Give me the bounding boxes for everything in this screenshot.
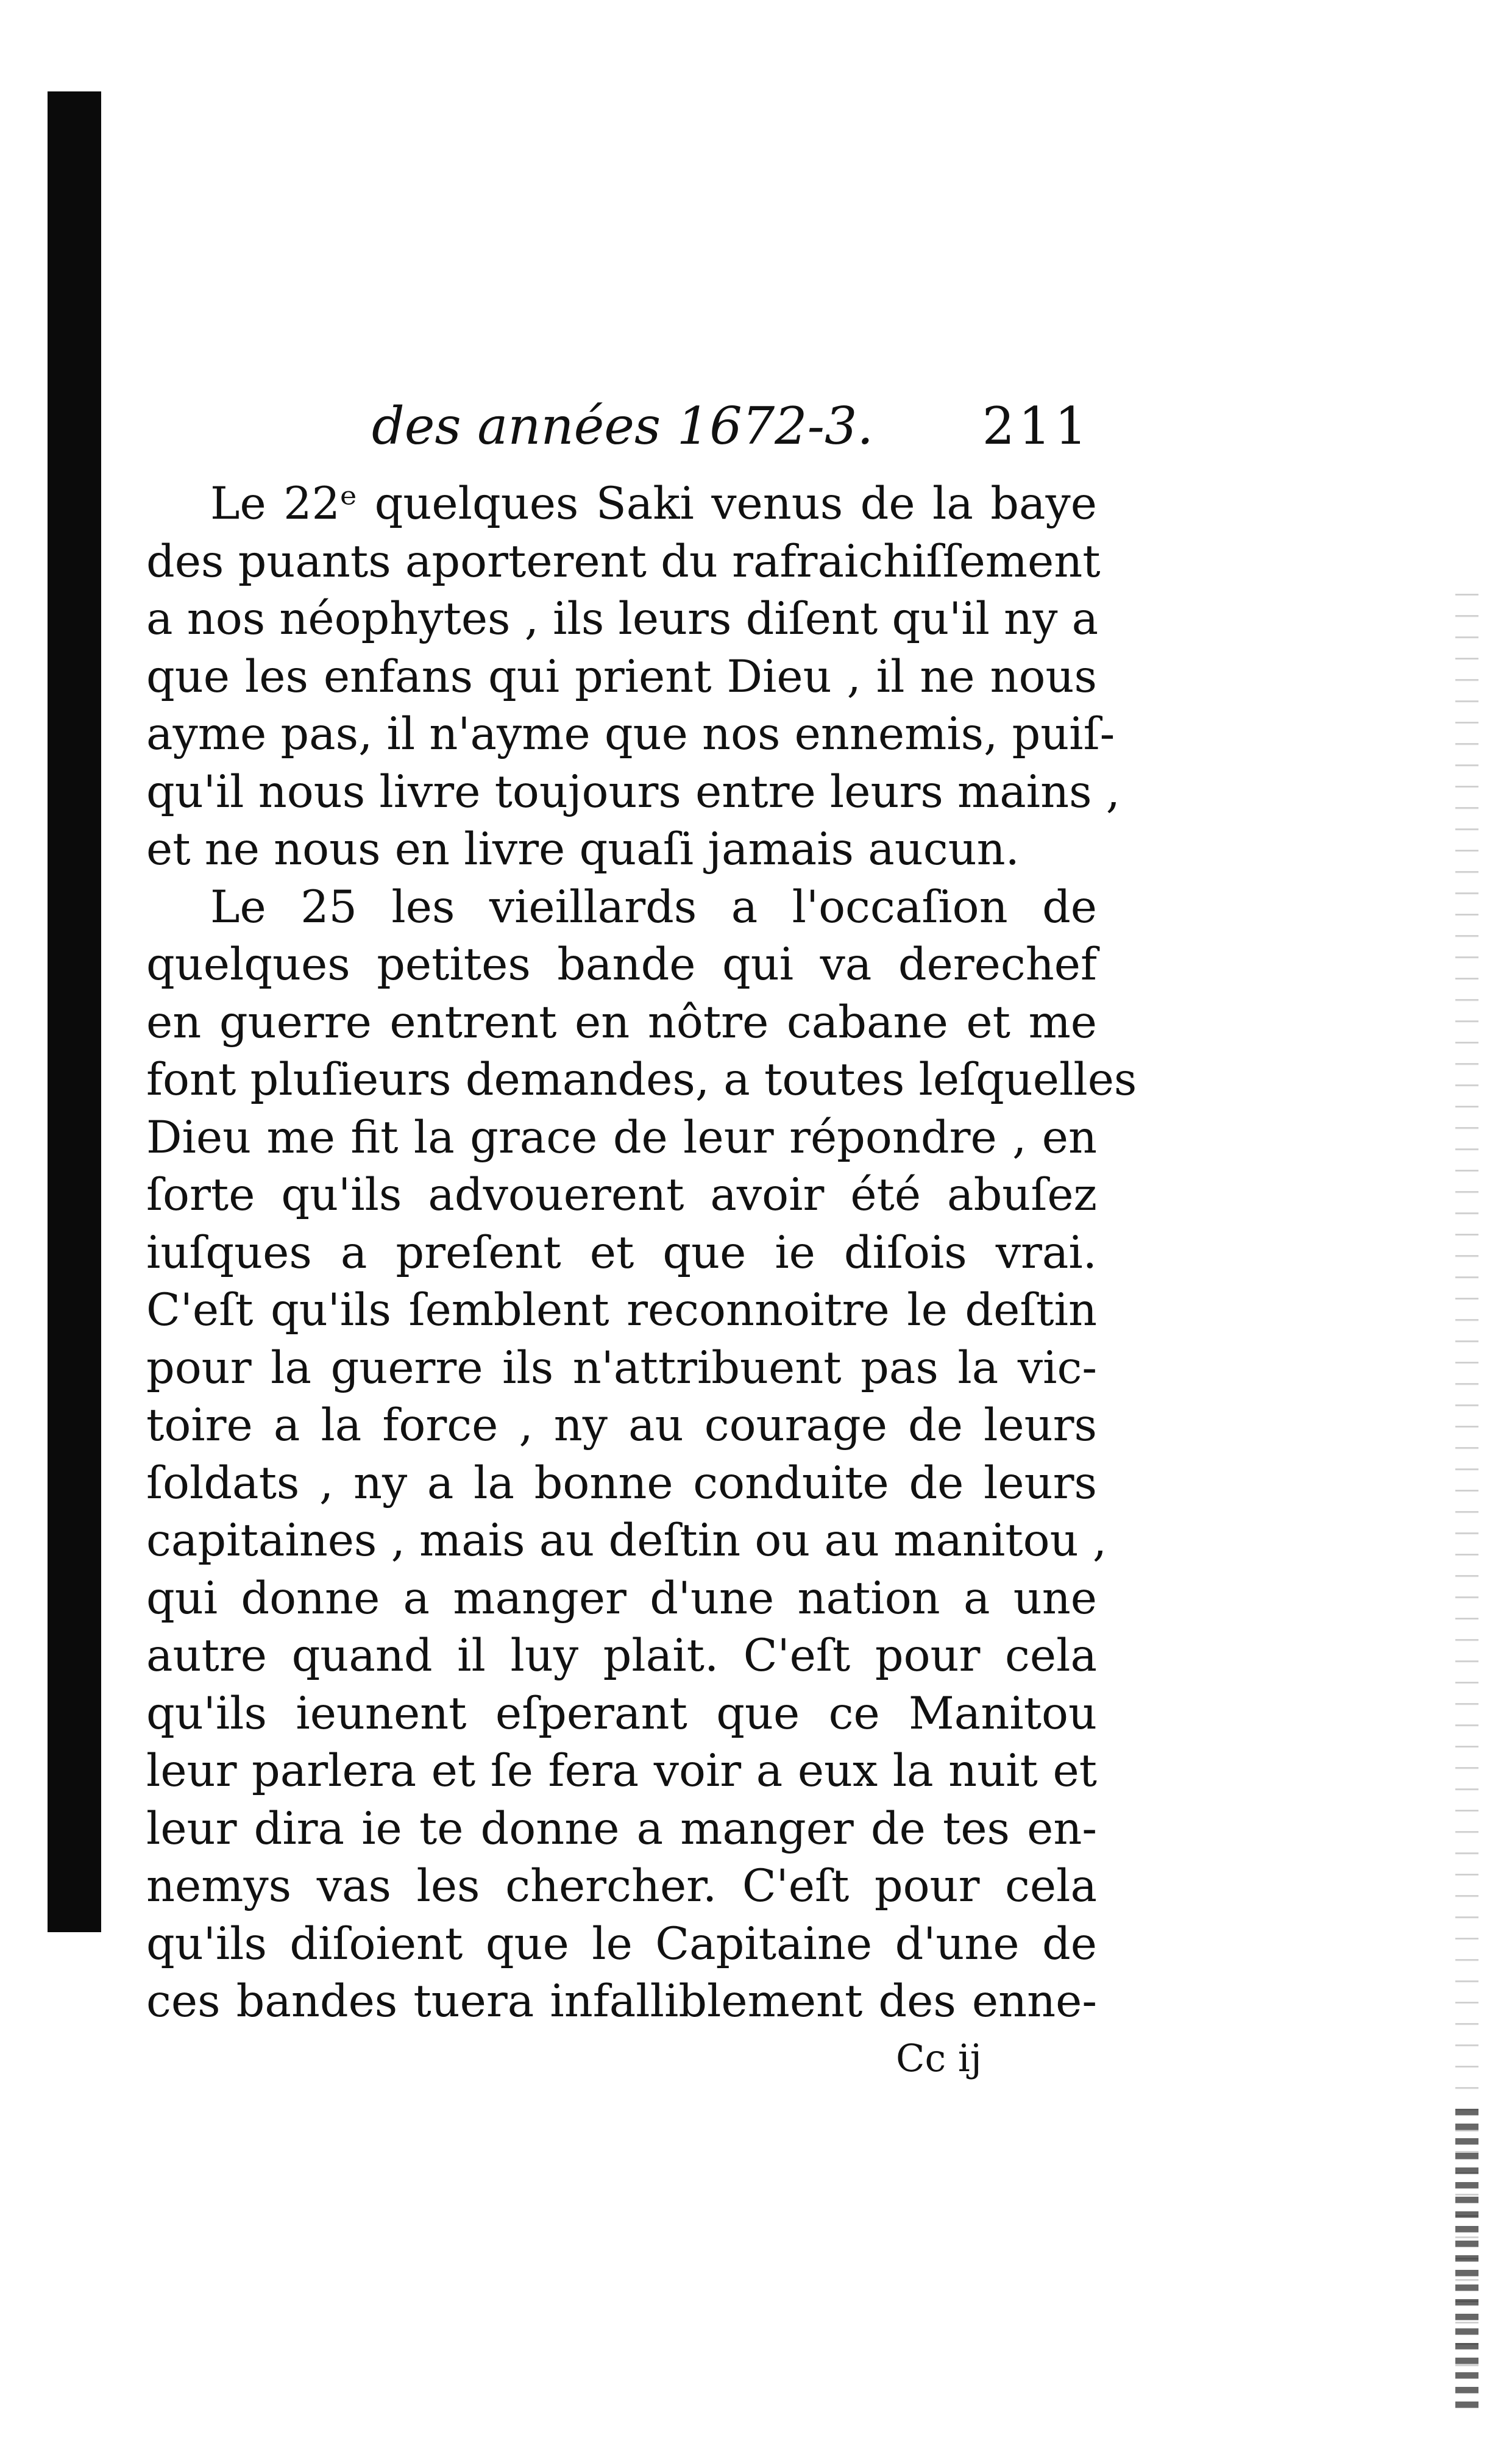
text-line: Dieu me fit la grace de leur répondre , en [146,1111,1097,1164]
text-line: et ne nous en livre quaſi jamais aucun. [146,823,1020,875]
running-title: des années 1672-3. [372,396,874,456]
text-line: quelques petites bande qui va derechef [146,939,1097,990]
text-line: qu'ils diſoient que le Capitaine d'une de [146,1918,1097,1970]
text-line: leur dira ie te donne a manger de tes en- [146,1802,1097,1855]
catchword-signature: Cc ij [896,2036,982,2080]
text-line: Le 22ᵉ quelques Saki venus de la baye [210,478,1097,530]
book-page [146,390,1137,2031]
text-line: ſoldats , ny a la bonne conduite de leurs [146,1457,1097,1509]
text-line: iuſques a preſent et que ie diſois vrai. [146,1226,1097,1279]
text-line: ayme pas, il n'ayme que nos ennemis, puiſ- [146,708,1115,760]
text-line: capitaines , mais au deſtin ou au manitou , [146,1515,1107,1566]
text-line: que les enfans qui prient Dieu , il ne nous [146,650,1097,703]
text-line: qui donne a manger d'une nation a une [146,1572,1097,1624]
body-text [146,475,1137,2031]
text-line: toire a la force , ny au courage de leurs [146,1399,1097,1451]
text-line: autre quand il luy plait. C'eſt pour cela [146,1630,1097,1682]
binding-gutter-shadow [48,91,101,1932]
text-line: a nos néophytes , ils leurs diſent qu'il ny a [146,593,1099,645]
text-line: pour la guerre ils n'attribuent pas la vic- [146,1342,1097,1394]
text-line: C'eſt qu'ils ſemblent reconnoitre le deſtin [146,1284,1097,1336]
text-line: des puants aporterent du rafraichiſſement [146,535,1101,588]
text-line: qu'il nous livre toujours entre leurs mains , [146,766,1121,818]
text-line: qu'ils ieunent eſperant que ce Manitou [146,1687,1097,1740]
text-line: nemys vas les chercher. C'eſt pour cela [146,1860,1097,1912]
page-number: 211 [982,396,1091,456]
text-line: leur parlera et ſe fera voir a eux la nuit et [146,1745,1097,1797]
text-line: ces bandes tuera infalliblement des enne- [146,1975,1097,2027]
text-line: en guerre entrent en nôtre cabane et me [146,996,1097,1048]
text-line: Le 25 les vieillards a l'occaſion de [210,881,1097,933]
page-edge-speckle-dark [1455,2109,1478,2414]
text-line: font pluſieurs demandes, a toutes leſquelles [146,1054,1137,1106]
running-head [146,390,1097,475]
text-line: ſorte qu'ils advouerent avoir été abuſez [146,1169,1097,1221]
